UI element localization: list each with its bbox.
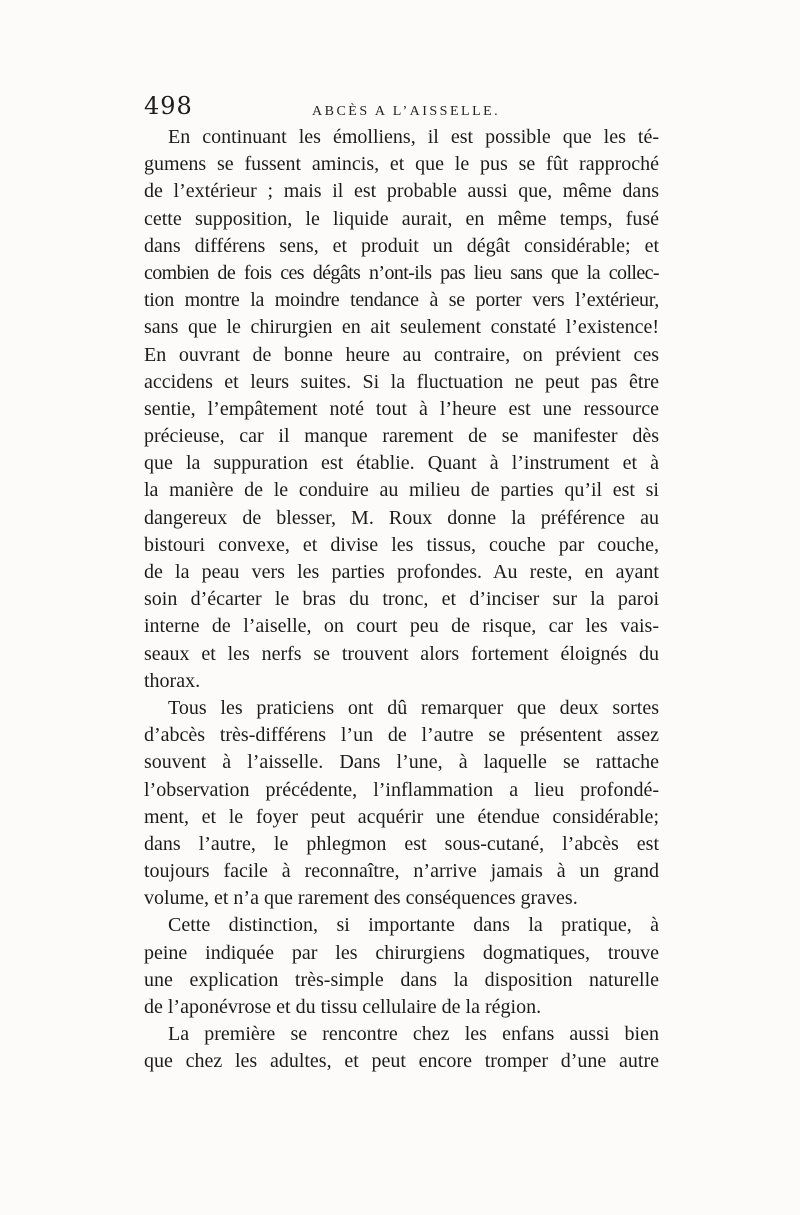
text-line: interne de l’aiselle, on court peu de risque, car les vais-: [144, 615, 659, 638]
text-line: dans différens sens, et produit un dégât considérable; et: [144, 234, 659, 257]
text-line: soin d’écarter le bras du tronc, et d’inciser sur la paroi: [144, 588, 659, 611]
text-line: tion montre la moindre tendance à se porter vers l’extérieur,: [144, 289, 659, 312]
body-text: [144, 124, 659, 1076]
text-line: de l’extérieur ; mais il est probable aussi que, même dans: [144, 180, 659, 203]
text-line: souvent à l’aisselle. Dans l’une, à laquelle se rattache: [144, 751, 659, 774]
page-number: 498: [144, 92, 193, 120]
text-line: seaux et les nerfs se trouvent alors fortement éloignés du: [144, 642, 659, 665]
text-line: Tous les praticiens ont dû remarquer que deux sortes: [168, 696, 659, 719]
text-line: accidens et leurs suites. Si la fluctuation ne peut pas être: [144, 370, 659, 393]
text-line: ment, et le foyer peut acquérir une étendue considérable;: [144, 805, 659, 828]
text-line: En continuant les émolliens, il est possible que les té-: [168, 126, 659, 148]
text-line: de la peau vers les parties profondes. Au reste, en ayant: [144, 561, 659, 583]
text-line: sentie, l’empâtement noté tout à l’heure est une ressource: [144, 397, 659, 420]
text-line: volume, et n’a que rarement des conséquences graves.: [144, 887, 578, 910]
text-line: La première se rencontre chez les enfans aussi bien: [168, 1023, 659, 1046]
text-line: la manière de le conduire au milieu de parties qu’il est si: [144, 479, 659, 502]
text-line: toujours facile à reconnaître, n’arrive jamais à un grand: [144, 860, 659, 883]
page-header: [144, 92, 659, 128]
text-line: d’abcès très-différens l’un de l’autre se présentent assez: [144, 724, 659, 747]
text-line: cette supposition, le liquide aurait, en même temps, fusé: [144, 207, 659, 230]
text-line: bistouri convexe, et divise les tissus, couche par couche,: [144, 533, 659, 556]
text-line: dangereux de blesser, M. Roux donne la préférence au: [144, 506, 659, 529]
text-line: sans que le chirurgien en ait seulement constaté l’existence!: [144, 316, 659, 339]
text-line: combien de fois ces dégâts n’ont-ils pas lieu sans que la collec-: [144, 261, 659, 284]
running-head: ABCÈS A L’AISSELLE.: [312, 104, 501, 119]
text-line: dans l’autre, le phlegmon est sous-cutané, l’abcès est: [144, 832, 659, 855]
text-line: de l’aponévrose et du tissu cellulaire de la région.: [144, 996, 542, 1018]
text-line: que la suppuration est établie. Quant à l’instrument et à: [144, 452, 659, 475]
text-line: l’observation précédente, l’inflammation a lieu profondé-: [144, 778, 659, 801]
text-line: thorax.: [144, 669, 201, 692]
text-line: une explication très-simple dans la disposition naturelle: [144, 968, 659, 991]
text-line: En ouvrant de bonne heure au contraire, on prévient ces: [144, 343, 659, 366]
text-line: gumens se fussent amincis, et que le pus se fût rapproché: [144, 153, 659, 176]
text-line: que chez les adultes, et peut encore tromper d’une autre: [144, 1050, 659, 1073]
text-line: Cette distinction, si importante dans la pratique, à: [168, 914, 659, 937]
text-line: peine indiquée par les chirurgiens dogmatiques, trouve: [144, 941, 659, 964]
text-line: précieuse, car il manque rarement de se manifester dès: [144, 425, 659, 448]
